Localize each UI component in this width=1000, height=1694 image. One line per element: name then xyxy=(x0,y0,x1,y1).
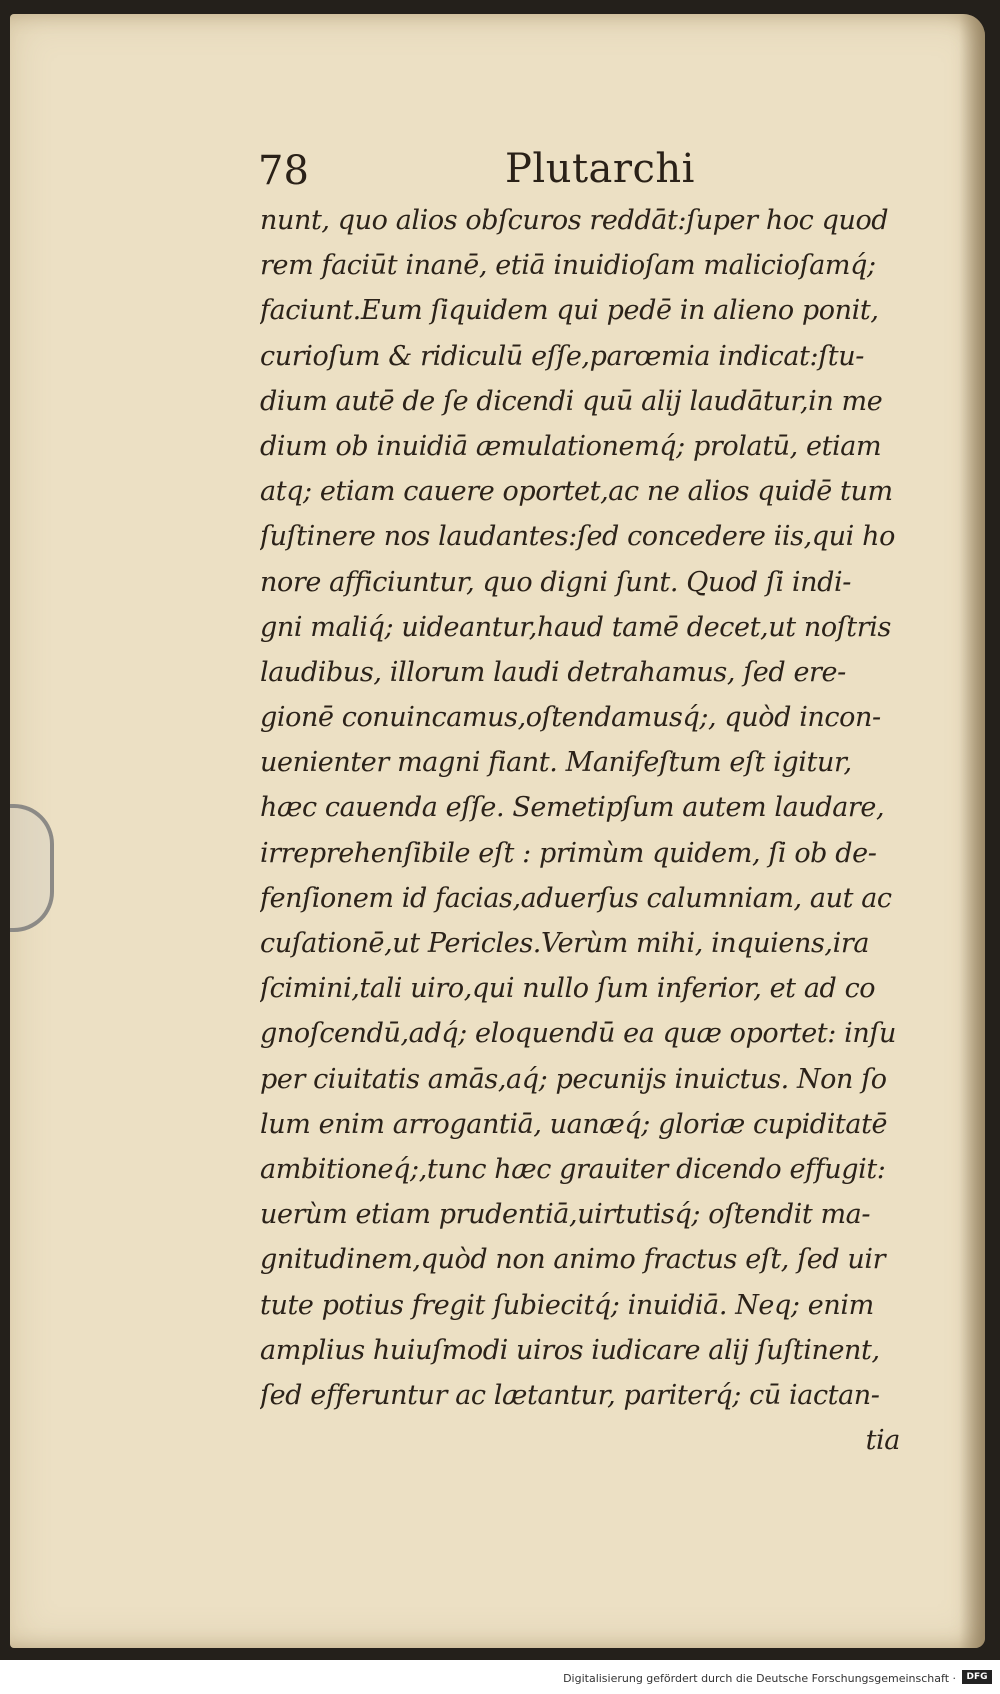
text-line: ſcimini,tali uiro,qui nullo ſum inferior, et ad co xyxy=(260,973,876,1005)
text-line: nunt, quo alios obſcuros reddāt:ſuper hoc quod xyxy=(260,205,889,236)
text-line: dium ob inuidiā æmulationemq́; prolatū, etiam xyxy=(260,430,882,462)
dfg-logo: DFG xyxy=(962,1670,992,1684)
page-header xyxy=(250,148,950,202)
text-line: gni maliq́; uideantur,haud tamē decet,ut noſtris xyxy=(260,611,891,643)
text-line: uenienter magni fiant. Manifeſtum eſt igitur, xyxy=(260,747,852,779)
text-block xyxy=(260,198,960,1463)
page-edge-shadow xyxy=(959,14,985,1648)
text-line: per ciuitatis amās,aq́; pecunijs inuictus. Non ſo xyxy=(260,1063,887,1095)
text-line: dium autē de ſe dicendi quū alij laudātur,in me xyxy=(260,385,883,417)
text-line: gnoſcendū,adq́; eloquendū ea quæ oportet: inſu xyxy=(260,1018,896,1050)
text-line: hæc cauenda eſſe. Semetipſum autem laudare, xyxy=(260,792,885,824)
text-line: ambitioneq́;,tunc hæc grauiter dicendo effugit: xyxy=(260,1153,886,1185)
text-line: atq; etiam cauere oportet,ac ne alios quidē tum xyxy=(260,476,893,508)
text-line: ſuſtinere nos laudantes:ſed concedere iis,qui ho xyxy=(260,521,895,553)
text-line: tute potius fregit ſubiecitq́; inuidiā. Neq; enim xyxy=(260,1289,874,1321)
text-line: nore afficiuntur, quo digni ſunt. Quod ſi indi- xyxy=(260,566,851,598)
text-line: cuſationē,ut Pericles.Verùm mihi, inquiens,ira xyxy=(260,928,870,959)
text-line: gnitudinem,quòd non animo fractus eſt, ſed uir xyxy=(260,1244,886,1276)
digitization-credit: Digitalisierung gefördert durch die Deutsche Forschungsgemeinschaft · xyxy=(563,1672,956,1685)
text-line: amplius huiuſmodi uiros iudicare alij ſuſtinent, xyxy=(260,1334,880,1366)
text-line: ſed efferuntur ac lætantur, pariterq́; cū iactan- xyxy=(260,1379,880,1411)
running-head: Plutarchi xyxy=(505,146,695,192)
text-line: fenſionem id facias,aduerſus calumniam, aut ac xyxy=(260,882,892,914)
text-line: faciunt.Eum ſiquidem qui pedē in alieno ponit, xyxy=(260,295,879,327)
text-line: laudibus, illorum laudi detrahamus, ſed ere- xyxy=(260,656,846,688)
text-line: irreprehenſibile eſt : primùm quidem, ſi ob de- xyxy=(260,837,877,869)
text-line: curioſum & ridiculū eſſe,parœmia indicat:ſtu- xyxy=(260,340,864,372)
page-number: 78 xyxy=(258,148,309,194)
catchword: tia xyxy=(865,1425,900,1457)
text-line: lum enim arrogantiā, uanæq́; gloriæ cupiditatē xyxy=(260,1108,888,1140)
page-clip xyxy=(10,804,54,932)
text-line: uerùm etiam prudentiā,uirtutisq́; oſtendit ma- xyxy=(260,1199,871,1231)
text-line: rem faciūt inanē, etiā inuidioſam malicioſamq́; xyxy=(260,250,876,282)
text-line: gionē conuincamus,oſtendamusq́;, quòd incon- xyxy=(260,702,881,734)
book-page xyxy=(10,14,985,1648)
